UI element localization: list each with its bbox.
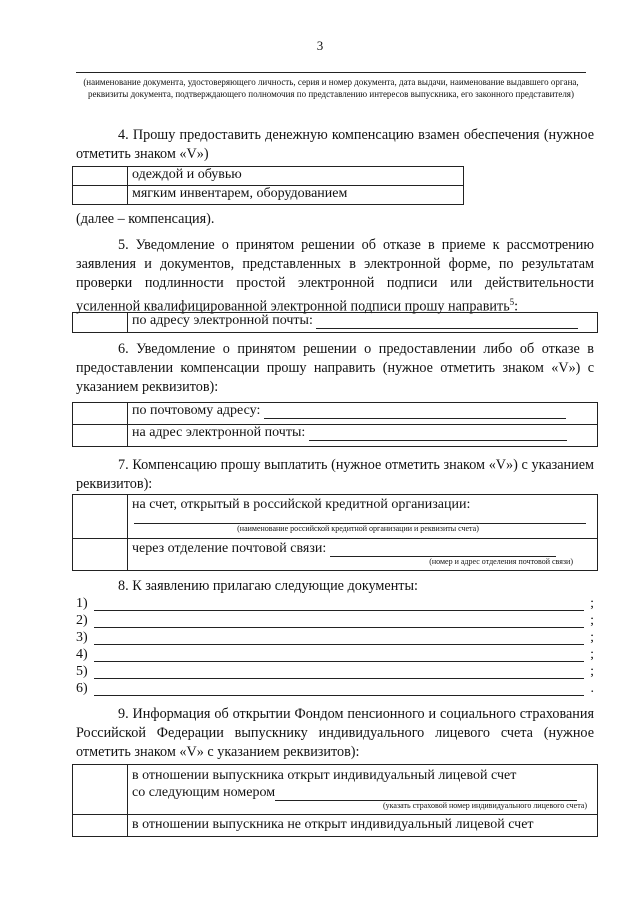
option-inventory: мягким инвентарем, оборудованием bbox=[128, 186, 464, 205]
check-box-clothing[interactable] bbox=[73, 167, 128, 186]
id-document-note: (наименование документа, удостоверяющего личность, серия и номер документа, дата выдачи, наименование выдавшего органа, реквизиты документа, подтверждающего полномочия по представлению интересов выпускника, его законного представителя) bbox=[83, 77, 579, 99]
email-input-5[interactable] bbox=[316, 314, 578, 329]
section-7-text: 7. Компенсацию прошу выплатить (нужное отметить знаком «V») с указанием реквизитов): bbox=[76, 457, 594, 492]
check-box-bank[interactable] bbox=[73, 495, 128, 539]
section-8-text: 8. К заявлению прилагаю следующие документы: bbox=[118, 578, 418, 594]
post-office-input[interactable] bbox=[330, 544, 556, 557]
check-box-email-6[interactable] bbox=[73, 425, 128, 447]
section-4-after: (далее – компенсация). bbox=[76, 211, 215, 227]
bank-details-input[interactable] bbox=[134, 513, 586, 524]
section-5-text bbox=[76, 236, 594, 317]
page-number: 3 bbox=[316, 38, 324, 53]
check-box-account-open[interactable] bbox=[73, 765, 128, 815]
postal-address-input[interactable] bbox=[264, 404, 566, 419]
option-email-5: по адресу электронной почты: bbox=[128, 313, 598, 333]
document-line-4[interactable]: 4) ; bbox=[76, 647, 594, 662]
section-4-options bbox=[72, 166, 464, 205]
section-9-options bbox=[72, 764, 598, 837]
document-line-5[interactable]: 5) ; bbox=[76, 664, 594, 679]
section-5-options bbox=[72, 312, 598, 333]
option-post-office: через отделение почтовой связи: bbox=[132, 541, 327, 556]
account-number-input[interactable] bbox=[275, 787, 577, 801]
footnote-5: 5 bbox=[509, 297, 515, 307]
option-bank: на счет, открытый в российской кредитной организации: bbox=[132, 497, 471, 512]
section-4-text: 4. Прошу предоставить денежную компенсацию взамен обеспечения (нужное отметить знаком «V») bbox=[76, 127, 594, 162]
option-postal-6: по почтовому адресу: bbox=[132, 403, 261, 418]
document-line-6[interactable]: 6) . bbox=[76, 681, 594, 696]
check-box-post-office[interactable] bbox=[73, 539, 128, 571]
check-box-inventory[interactable] bbox=[73, 186, 128, 205]
account-number-note: (указать страховой номер индивидуального лицевого счета) bbox=[382, 801, 587, 810]
option-account-open-line2: со следующим номером bbox=[132, 785, 276, 800]
document-line-3[interactable]: 3) ; bbox=[76, 630, 594, 645]
option-email-6: на адрес электронной почты: bbox=[132, 425, 306, 440]
section-9-text: 9. Информация об открытии Фондом пенсионного и социального страхования Российской Федерации выпускнику индивидуального лицевого счета (нужное отметить знаком «V» с указанием реквизитов): bbox=[76, 706, 594, 760]
option-account-open-line1: в отношении выпускника открыт индивидуальный лицевой счет bbox=[132, 768, 517, 783]
section-6-options bbox=[72, 402, 598, 447]
email-input-6[interactable] bbox=[309, 426, 567, 441]
section-7-options bbox=[72, 494, 598, 571]
bank-details-note: (наименование российской кредитной организации и реквизиты счета) bbox=[237, 524, 479, 533]
check-box-email-5[interactable] bbox=[73, 313, 128, 333]
check-box-account-not-open[interactable] bbox=[73, 815, 128, 837]
id-document-line[interactable] bbox=[76, 72, 586, 73]
document-line-1[interactable]: 1) ; bbox=[76, 596, 594, 611]
check-box-postal-6[interactable] bbox=[73, 403, 128, 425]
section-5-colon: : bbox=[514, 298, 519, 315]
option-account-not-open: в отношении выпускника не открыт индивидуальный лицевой счет bbox=[128, 815, 598, 837]
post-office-note: (номер и адрес отделения почтовой связи) bbox=[429, 557, 573, 566]
option-clothing: одеждой и обувью bbox=[128, 167, 464, 186]
document-line-2[interactable]: 2) ; bbox=[76, 613, 594, 628]
section-5-body: 5. Уведомление о принятом решении об отказе в приеме к рассмотрению заявления и документов, представленных в электронной форме, по результатам проверки подлинности простой электронной подписи или действительности усиленной квалифицированной электронной подписи прошу направить bbox=[76, 237, 594, 315]
section-6-text: 6. Уведомление о принятом решении о предоставлении либо об отказе в предоставлении компенсации прошу направить (нужное отметить знаком «V») с указанием реквизитов): bbox=[76, 341, 594, 395]
